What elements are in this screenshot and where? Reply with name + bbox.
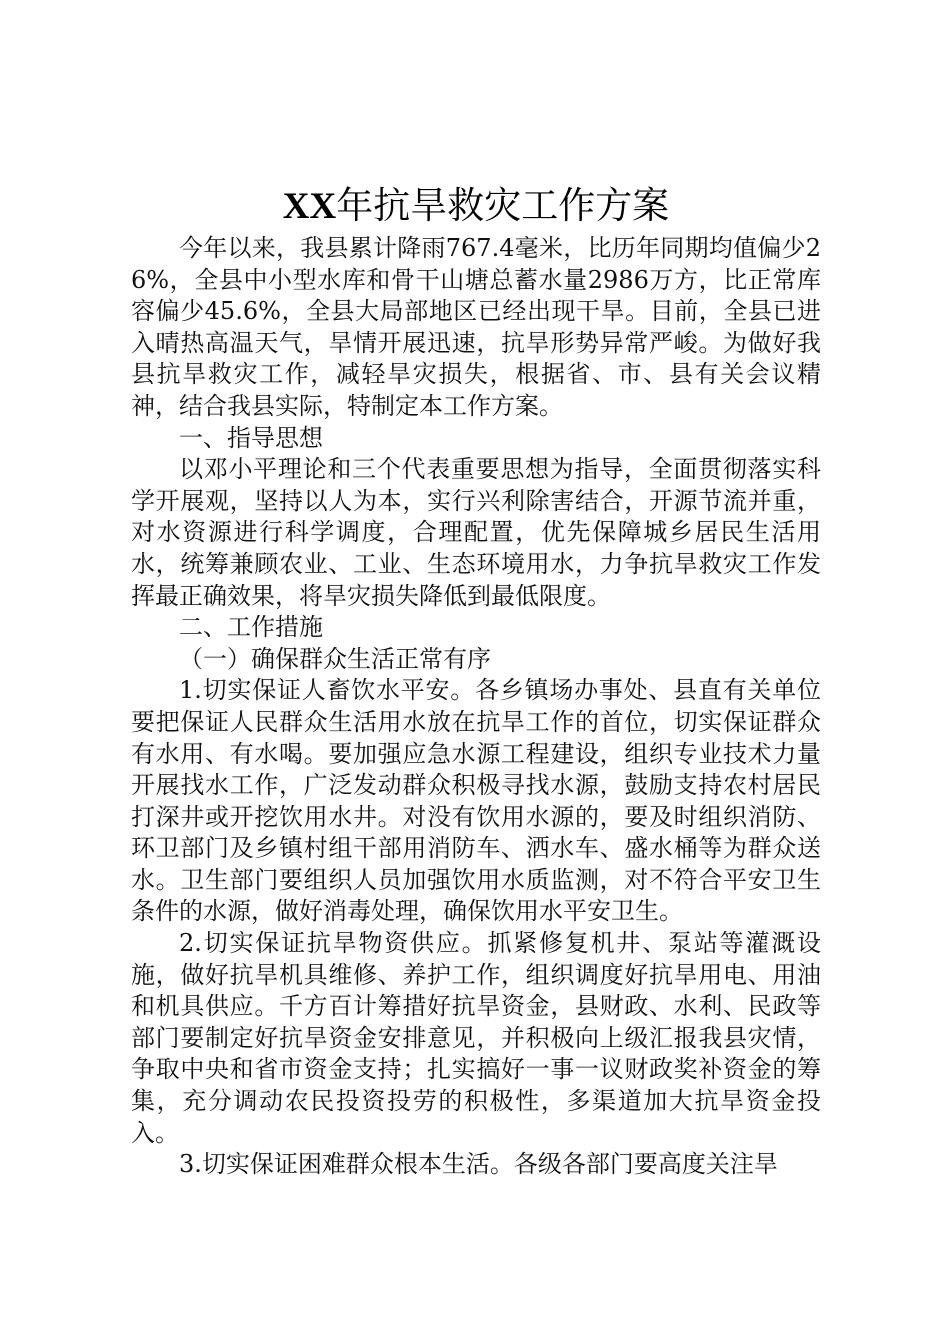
paragraph-intro: 今年以来，我县累计降雨767.4毫米，比历年同期均值偏少26%，全县中小型水库和骨干山塘总蓄水量2986万方，比正常库容偏少45.6%，全县大局部地区已经出现干旱。目前，全县已进入晴热高温天气，旱情开展迅速，抗旱形势异常严峻。为做好我县抗旱救灾工作，减轻旱灾损失，根据省、市、县有关会议精神，结合我县实际，特制定本工作方案。 <box>131 234 821 420</box>
document-body <box>131 233 821 1181</box>
paragraph-guiding-ideology: 以邓小平理论和三个代表重要思想为指导，全面贯彻落实科学开展观，坚持以人为本，实行兴利除害结合，开源节流并重，对水资源进行科学调度，合理配置，优先保障城乡居民生活用水，统筹兼顾农业、工业、生态环境用水，力争抗旱救灾工作发挥最正确效果，将旱灾损失降低到最低限度。 <box>131 455 821 610</box>
subheading-living-order: （一）确保群众生活正常有序 <box>179 644 491 673</box>
paragraph-item-1: 1.切实保证人畜饮水平安。各乡镇场办事处、县直有关单位要把保证人民群众生活用水放在抗旱工作的首位，切实保证群众有水用、有水喝。要加强应急水源工程建设，组织专业技术力量开展找水工作，广泛发动群众积极寻找水源，鼓励支持农村居民打深井或开挖饮用水井。对没有饮用水源的，要及时组织消防、环卫部门及乡镇村组干部用消防车、洒水车、盛水桶等为群众送水。卫生部门要组织人员加强饮用水质监测，对不符合平安卫生条件的水源，做好消毒处理，确保饮用水平安卫生。 <box>131 676 821 926</box>
heading-guiding-ideology: 一、指导思想 <box>179 423 323 452</box>
paragraph-item-2: 2.切实保证抗旱物资供应。抓紧修复机井、泵站等灌溉设施，做好抗旱机具维修、养护工作，组织调度好抗旱用电、用油和机具供应。千方百计筹措好抗旱资金，县财政、水利、民政等部门要制定好抗旱资金安排意见，并积极向上级汇报我县灾情，争取中央和省市资金支持；扎实搞好一事一议财政奖补资金的筹集，充分调动农民投资投劳的积极性，多渠道加大抗旱资金投入。 <box>131 929 821 1147</box>
document-title <box>131 183 821 230</box>
paragraph-item-3: 3.切实保证困难群众根本生活。各级各部门要高度关注旱 <box>179 1150 778 1179</box>
title-rest: 年抗旱救灾工作方案 <box>336 184 670 227</box>
title-prefix: XX <box>282 186 337 227</box>
heading-work-measures: 二、工作措施 <box>179 613 323 642</box>
